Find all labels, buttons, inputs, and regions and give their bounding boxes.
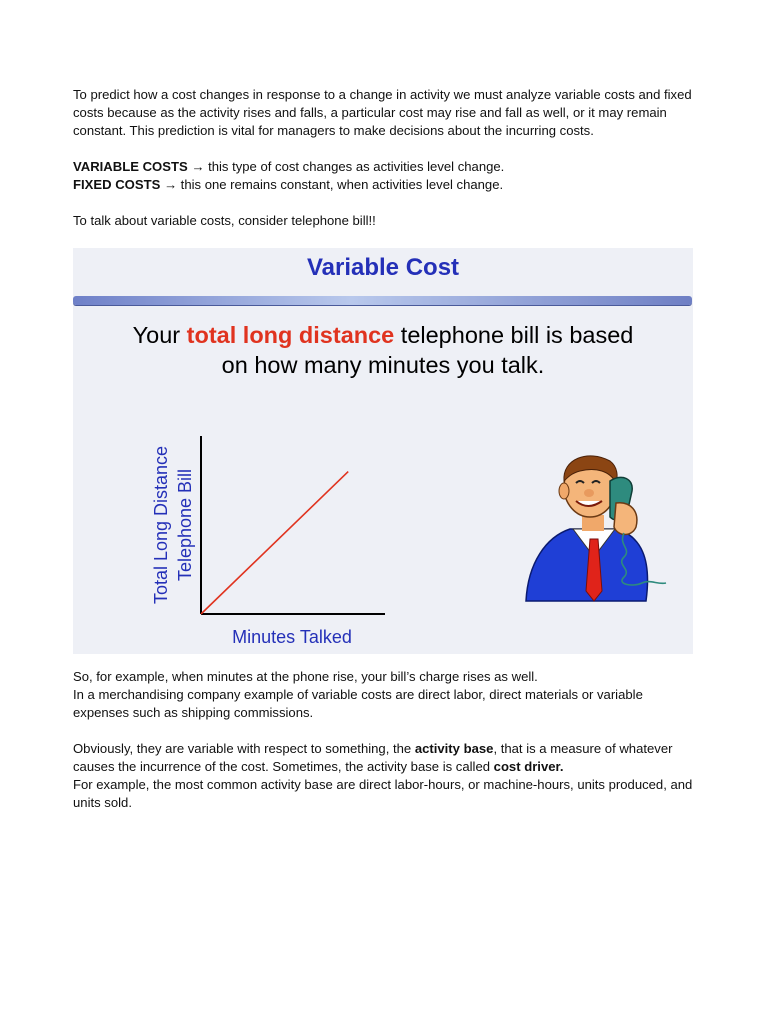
arrow-icon: → [191,159,205,174]
fixed-costs-term: FIXED COSTS [73,177,161,192]
fixed-costs-definition [73,176,695,194]
variable-cost-slide [73,248,693,654]
after-line-1: So, for example, when minutes at the phone rise, your bill’s charge rises as well. [73,669,538,684]
document-body [73,86,695,812]
lead-in-sentence: To talk about variable costs, consider telephone bill!! [73,213,376,228]
man-on-telephone-icon [518,453,668,603]
headline-post: telephone bill is based [394,322,634,348]
slide-title: Variable Cost [306,254,460,281]
variable-costs-term: VARIABLE COSTS [73,159,188,174]
arrow-icon: → [163,177,178,192]
variable-costs-text: this type of cost changes as activities level change. [204,159,505,174]
activity-base-paragraph [73,740,695,776]
headline-highlight: total long distance [186,322,395,348]
activity-text-2: , that is a measure of whatever causes the incurrence of the cost. Sometimes, the activity base is called [73,741,673,774]
headline-line-2: on how many minutes you talk. [221,352,545,378]
headline-pre: Your [132,322,187,348]
activity-base-term: activity base [414,741,494,756]
fixed-costs-text: this one remains constant, when activities level change. [177,177,504,192]
series-line-0 [201,472,348,614]
after-line-2: In a merchandising company example of variable costs are direct labor, direct materials or variable expenses such as shipping commissions. [73,687,643,720]
intro-paragraph: To predict how a cost changes in response to a change in activity we must analyze variable costs and fixed costs because as the activity rises and falls, a particular cost may rise and fall as well, or it may remain constant. This prediction is vital for managers to make decisions about the incurring costs. [73,87,692,138]
activity-text-1: Obviously, they are variable with respect to something, the [73,741,415,756]
cost-driver-term: cost driver. [493,759,564,774]
y-axis-label-line2: Telephone Bill [175,468,195,582]
variable-costs-definition [73,158,695,176]
x-axis-label: Minutes Talked [232,627,352,647]
activity-examples: For example, the most common activity base are direct labor-hours, or machine-hours, units produced, and units sold. [73,777,693,810]
y-axis-label-line1: Total Long Distance [151,445,171,605]
